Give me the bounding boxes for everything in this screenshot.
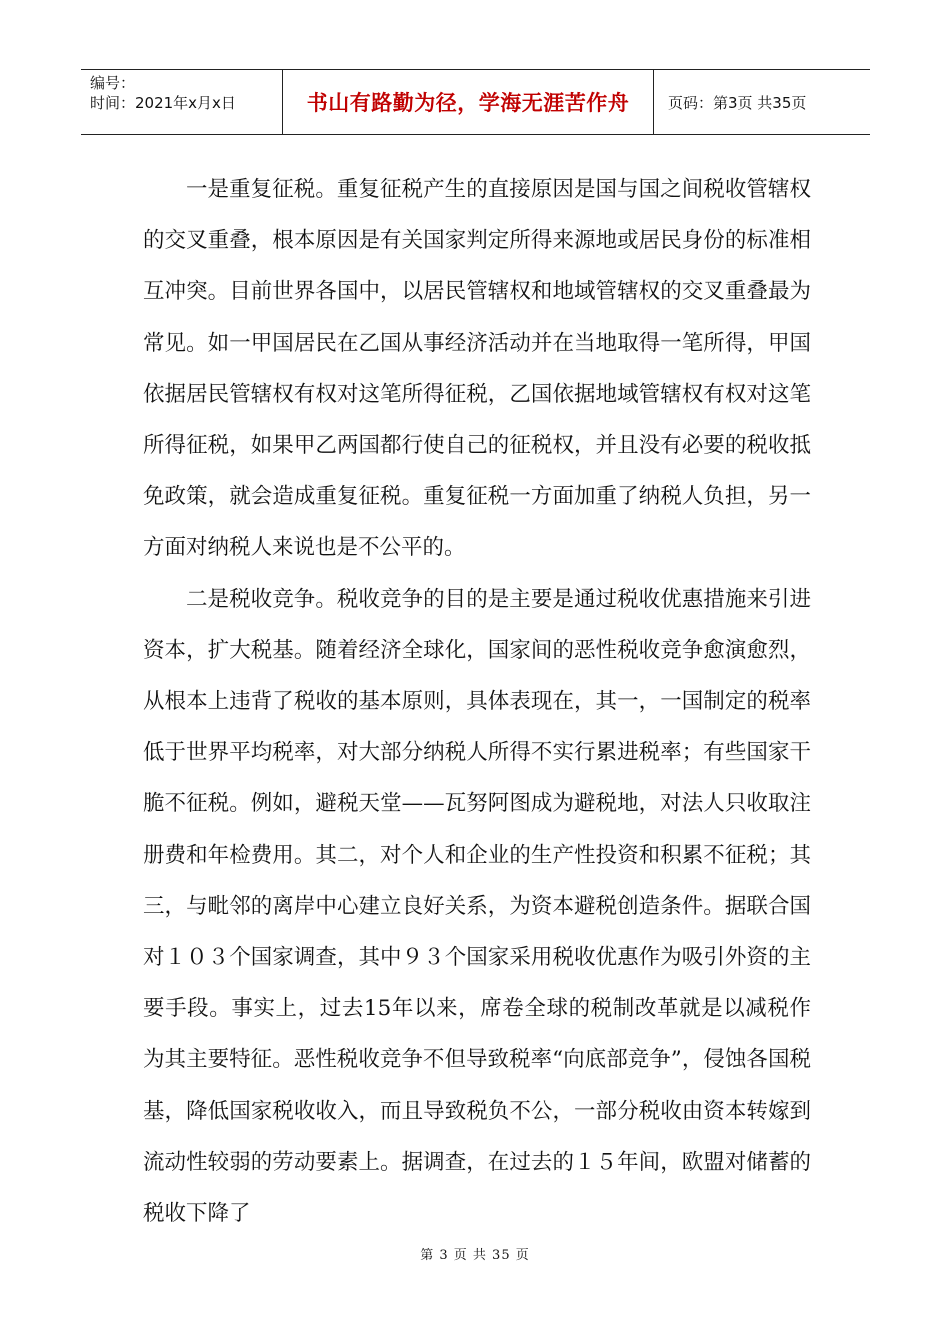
page-footer: 第 3 页 共 35 页 [420, 1248, 530, 1263]
serial-number-label: 编号： [90, 74, 136, 92]
document-body [143, 164, 811, 1239]
header-motto: 书山有路勤为径，学海无涯苦作舟 [283, 70, 654, 134]
header-meta [81, 70, 283, 134]
time-label: 时间：2021年x月x日 [90, 94, 236, 112]
paragraph-tax-competition: 二是税收竞争。税收竞争的目的是主要是通过税收优惠措施来引进资本，扩大税基。随着经济全球化，国家间的恶性税收竞争愈演愈烈，从根本上违背了税收的基本原则，具体表现在，其一，一国制定的税率低于世界平均税率，对大部分纳税人所得不实行累进税率；有些国家干脆不征税。例如，避税天堂——瓦努阿图成为避税地，对法人只收取注册费和年检费用。其二，对个人和企业的生产性投资和积累不征税；其三，与毗邻的离岸中心建立良好关系，为资本避税创造条件。据联合国对１０３个国家调查，其中９３个国家采用税收优惠作为吸引外资的主要手段。事实上，过去15年以来，席卷全球的税制改革就是以减税作为其主要特征。恶性税收竞争不但导致税率“向底部竞争”，侵蚀各国税基，降低国家税收收入，而且导致税负不公，一部分税收由资本转嫁到流动性较弱的劳动要素上。据调查，在过去的１５年间，欧盟对储蓄的税收下降了 [143, 586, 811, 1227]
paragraph-double-taxation: 一是重复征税。重复征税产生的直接原因是国与国之间税收管辖权的交叉重叠，根本原因是有关国家判定所得来源地或居民身份的标准相互冲突。目前世界各国中，以居民管辖权和地域管辖权的交叉重叠最为常见。如一甲国居民在乙国从事经济活动并在当地取得一笔所得，甲国依据居民管辖权有权对这笔所得征税，乙国依据地域管辖权有权对这笔所得征税，如果甲乙两国都行使自己的征税权，并且没有必要的税收抵免政策，就会造成重复征税。重复征税一方面加重了纳税人负担，另一方面对纳税人来说也是不公平的。 [143, 177, 811, 561]
document-header [81, 69, 870, 135]
header-page-info: 页码：第3页 共35页 [668, 93, 807, 112]
